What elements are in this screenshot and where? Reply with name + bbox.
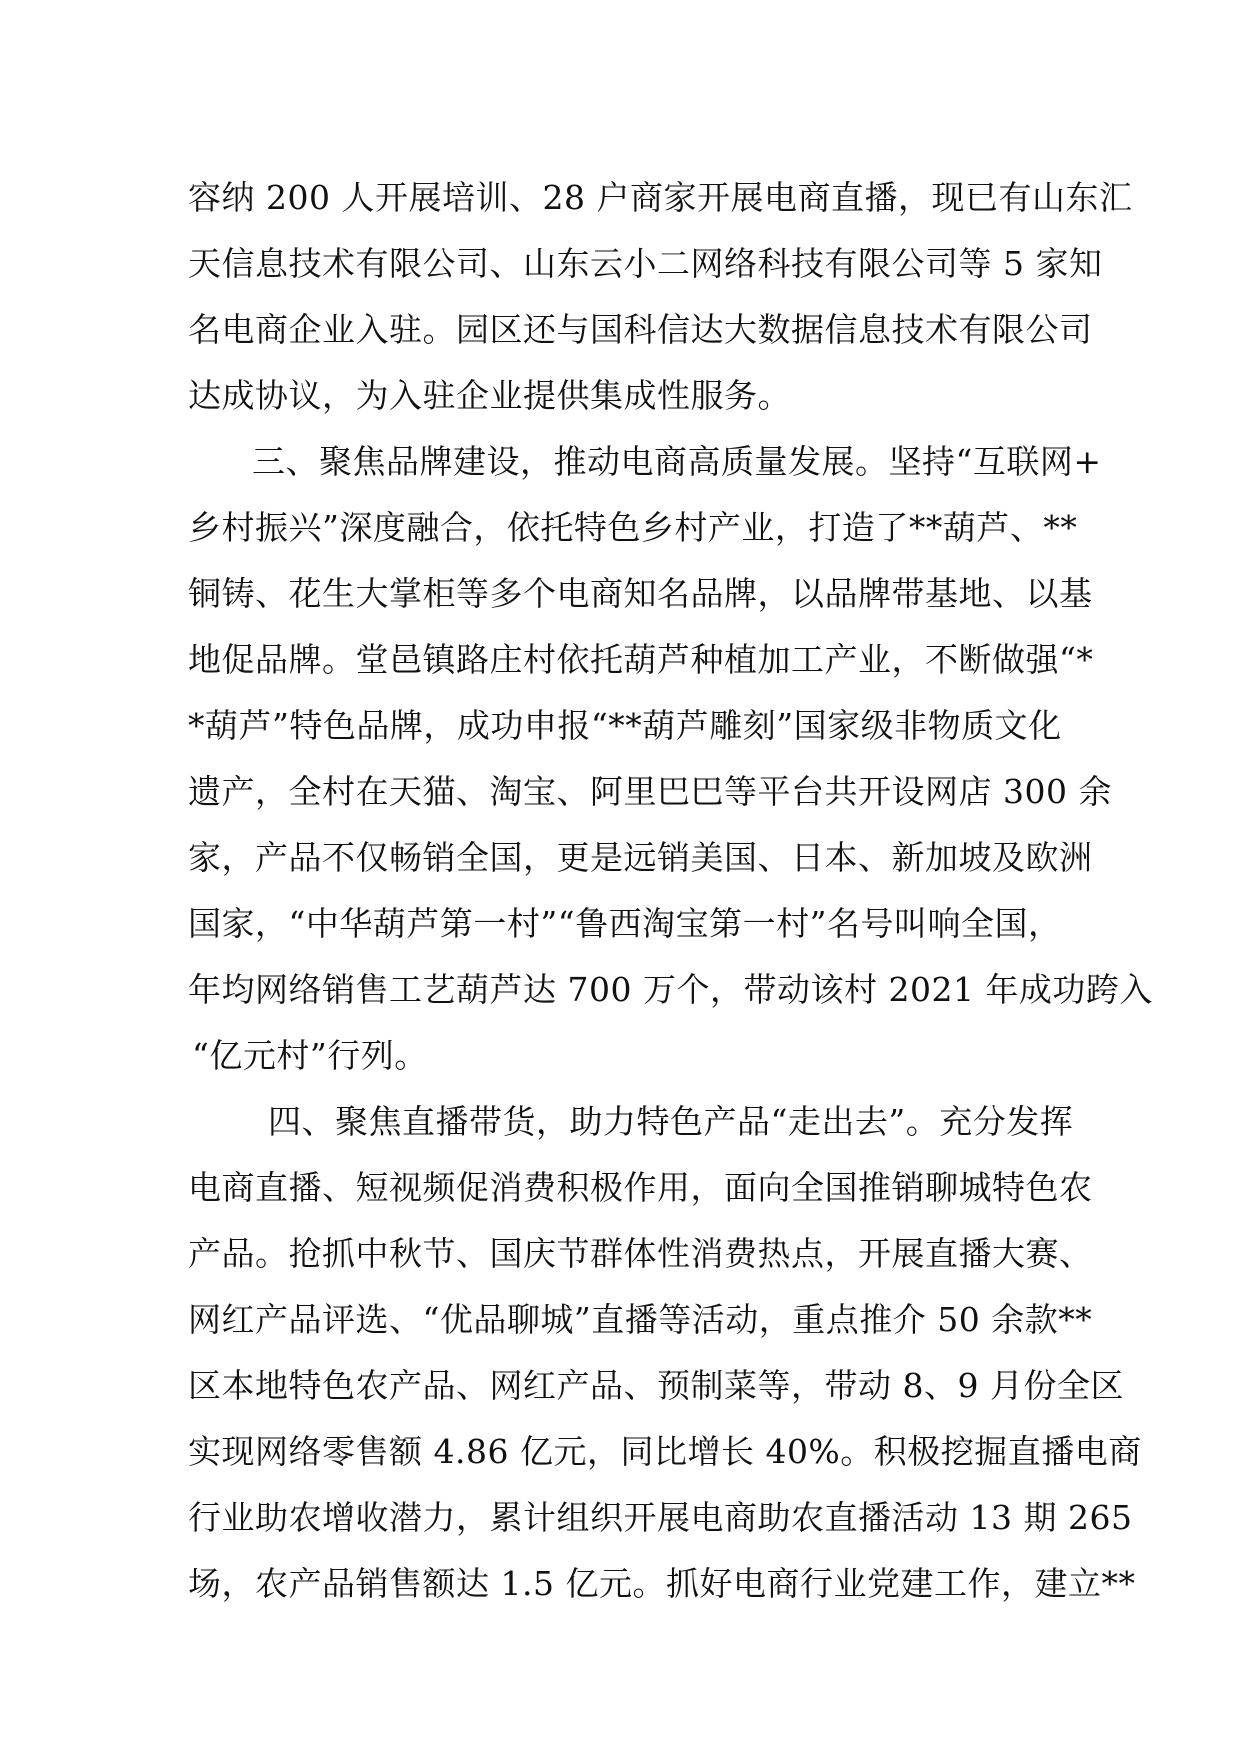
text-line: *葫芦”特色品牌，成功申报“**葫芦雕刻”国家级非物质文化 bbox=[188, 706, 1062, 745]
text-line: 达成协议，为入驻企业提供集成性服务。 bbox=[188, 376, 791, 415]
text-line: 电商直播、短视频促消费积极作用，面向全国推销聊城特色农 bbox=[188, 1168, 1093, 1207]
text-line: 年均网络销售工艺葫芦达 700 万个，带动该村 2021 年成功跨入 bbox=[188, 970, 1153, 1009]
text-line: 名电商企业入驻。园区还与国科信达大数据信息技术有限公司 bbox=[188, 310, 1093, 349]
text-line: “亿元村”行列。 bbox=[192, 1036, 428, 1075]
text-line: 天信息技术有限公司、山东云小二网络科技有限公司等 5 家知 bbox=[188, 244, 1103, 283]
text-line: 国家，“中华葫芦第一村”“鲁西淘宝第一村”名号叫响全国， bbox=[188, 904, 1062, 943]
text-line: 地促品牌。堂邑镇路庄村依托葫芦种植加工产业，不断做强“* bbox=[188, 640, 1094, 679]
text-line: 网红产品评选、“优品聊城”直播等活动，重点推介 50 余款** bbox=[188, 1300, 1093, 1339]
text-line-indented: 四、聚焦直播带货，助力特色产品“走出去”。充分发挥 bbox=[268, 1102, 1074, 1141]
text-line: 家，产品不仅畅销全国，更是远销美国、日本、新加坡及欧洲 bbox=[188, 838, 1093, 877]
text-line: 行业助农增收潜力，累计组织开展电商助农直播活动 13 期 265 bbox=[188, 1498, 1133, 1537]
text-line: 铜铸、花生大掌柜等多个电商知名品牌，以品牌带基地、以基 bbox=[188, 574, 1093, 613]
text-line: 实现网络零售额 4.86 亿元，同比增长 40%。积极挖掘直播电商 bbox=[188, 1432, 1142, 1471]
text-line: 遗产，全村在天猫、淘宝、阿里巴巴等平台共开设网店 300 余 bbox=[188, 772, 1112, 811]
text-line: 场，农产品销售额达 1.5 亿元。抓好电商行业党建工作，建立** bbox=[188, 1564, 1136, 1603]
text-line: 区本地特色农产品、网红产品、预制菜等，带动 8、9 月份全区 bbox=[188, 1366, 1124, 1405]
text-line: 乡村振兴”深度融合，依托特色乡村产业，打造了**葫芦、** bbox=[188, 508, 1078, 547]
text-line: 产品。抢抓中秋节、国庆节群体性消费热点，开展直播大赛、 bbox=[188, 1234, 1093, 1273]
text-line-indented: 三、聚焦品牌建设，推动电商高质量发展。坚持“互联网+ bbox=[252, 442, 1102, 481]
text-line: 容纳 200 人开展培训、28 户商家开展电商直播，现已有山东汇 bbox=[188, 178, 1133, 217]
